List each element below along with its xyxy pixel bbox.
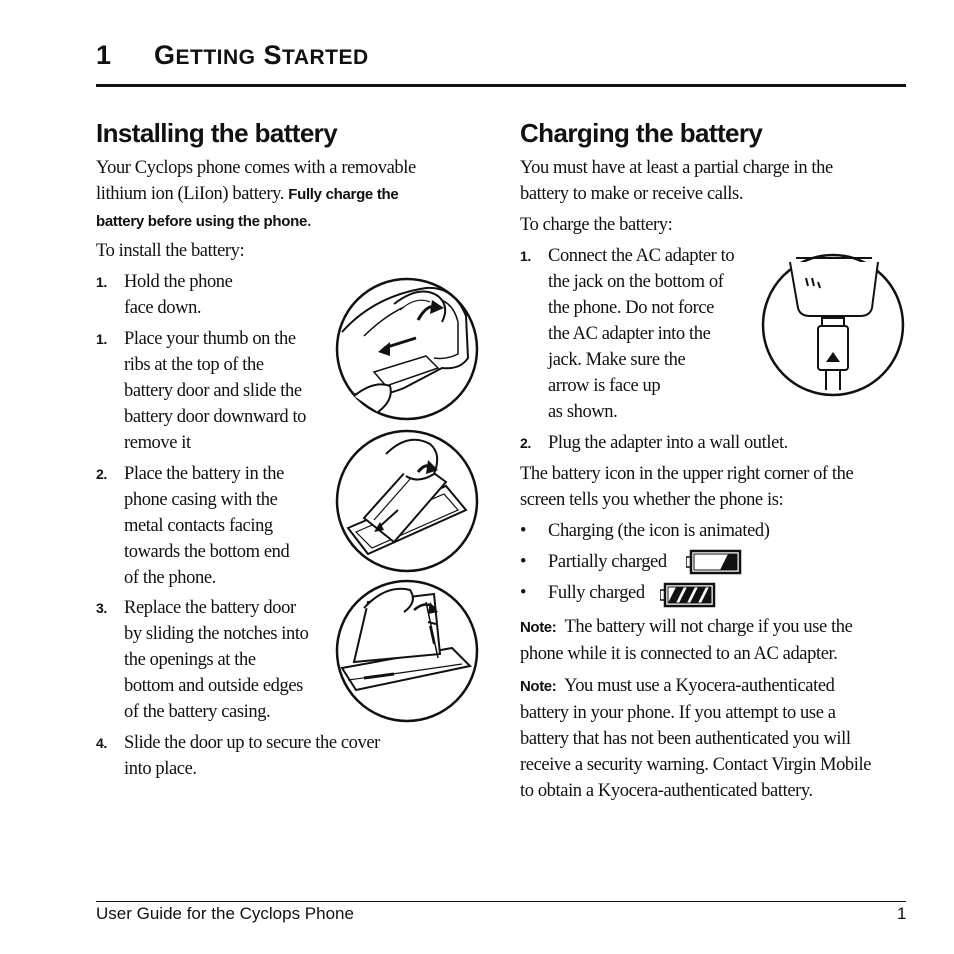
- step-line: of the battery casing.: [124, 702, 271, 722]
- step-line: Slide the door up to secure the cover: [124, 733, 380, 753]
- charge-intro-line: You must have at least a partial charge in the: [520, 158, 833, 178]
- bullet-mark: •: [520, 552, 527, 572]
- chapter-title-s: S: [263, 40, 283, 70]
- bullet-text: Partially charged: [548, 552, 667, 572]
- step-line: towards the bottom end: [124, 542, 290, 562]
- ac-adapter-illustration: [760, 252, 906, 398]
- heading-installing: Installing the battery: [96, 118, 338, 148]
- charge-intro: [520, 155, 833, 207]
- bullet-mark: •: [520, 521, 527, 541]
- step-line: jack. Make sure the: [548, 350, 686, 370]
- step-line: of the phone.: [124, 568, 216, 588]
- note-2-line1: [520, 673, 871, 700]
- bullet-partial: [520, 549, 667, 575]
- note-2: [520, 673, 871, 804]
- step-line: by sliding the notches into: [124, 624, 309, 644]
- install-intro-line3: [96, 208, 466, 235]
- note-text: phone while it is connected to an AC adapter.: [520, 644, 838, 664]
- step-line: Place the battery in the: [124, 464, 284, 484]
- step-line: as shown.: [548, 402, 618, 422]
- battery-icon-line: screen tells you whether the phone is:: [520, 490, 784, 510]
- step-line: face down.: [124, 298, 202, 318]
- chapter-number: 1: [96, 40, 112, 70]
- step-line: phone casing with the: [124, 490, 278, 510]
- bullet-charging: [520, 518, 770, 544]
- step-line: the phone. Do not force: [548, 298, 714, 318]
- step-line: Plug the adapter into a wall outlet.: [548, 433, 788, 453]
- battery-icon-text: [520, 461, 853, 513]
- bullet-text: Fully charged: [548, 583, 645, 603]
- install-step-c: [96, 461, 290, 591]
- step-number: 1.: [520, 248, 531, 264]
- step-number: 2.: [96, 466, 107, 482]
- charge-lead: To charge the battery:: [520, 215, 673, 235]
- step-number: 3.: [96, 600, 107, 616]
- chapter-title: [96, 40, 369, 71]
- chapter-title-tarted: TARTED: [282, 46, 369, 69]
- step-line: arrow is face up: [548, 376, 661, 396]
- charge-step-2: [520, 430, 788, 456]
- note-text: You must use a Kyocera-authenticated: [564, 676, 835, 696]
- top-rule: [96, 84, 906, 87]
- install-step-d: [96, 595, 309, 725]
- install-intro-bold1: Fully charge the: [288, 186, 399, 203]
- step-line: remove it: [124, 433, 191, 453]
- step-number: 1.: [96, 331, 107, 347]
- step-number: 4.: [96, 735, 107, 751]
- replace-door-illustration: [334, 578, 480, 724]
- chapter-title-etting: ETTING: [175, 46, 256, 69]
- charge-intro-line: battery to make or receive calls.: [520, 184, 744, 204]
- note-text: battery that has not been authenticated you will: [520, 729, 851, 749]
- install-lead: To install the battery:: [96, 241, 245, 261]
- step-line: the AC adapter into the: [548, 324, 711, 344]
- install-step-e: [96, 730, 380, 782]
- footer-title: User Guide for the Cyclops Phone: [96, 904, 354, 923]
- charge-step-1: [520, 243, 735, 425]
- full-battery-icon: [660, 582, 716, 608]
- bullet-full: [520, 580, 645, 606]
- step-line: Connect the AC adapter to: [548, 246, 735, 266]
- bullet-text: Charging (the icon is animated): [548, 521, 770, 541]
- chapter-title-g: G: [154, 40, 176, 70]
- install-intro-line1: Your Cyclops phone comes with a removable: [96, 158, 416, 178]
- install-intro-text: lithium ion (LiIon) battery.: [96, 184, 284, 204]
- note-text: battery in your phone. If you attempt to use a: [520, 703, 836, 723]
- note-text: The battery will not charge if you use the: [564, 617, 853, 637]
- step-line: bottom and outside edges: [124, 676, 303, 696]
- step-line: ribs at the top of the: [124, 355, 264, 375]
- heading-charging: Charging the battery: [520, 118, 763, 148]
- step-line: battery door downward to: [124, 407, 307, 427]
- note-1-line1: [520, 614, 852, 641]
- install-intro-line2: [96, 181, 466, 208]
- install-step-a: [96, 269, 233, 321]
- install-step-b: [96, 326, 307, 456]
- note-1: [520, 614, 852, 667]
- note-text: receive a security warning. Contact Virgin Mobile: [520, 755, 872, 775]
- bullet-mark: •: [520, 583, 527, 603]
- partial-battery-icon: [686, 549, 742, 575]
- step-line: the jack on the bottom of: [548, 272, 724, 292]
- footer-rule: [96, 901, 906, 902]
- install-intro-bold2: battery before using the phone: [96, 213, 308, 230]
- step-number: 2.: [520, 435, 531, 451]
- note-text: to obtain a Kyocera-authenticated battery.: [520, 781, 813, 801]
- step-line: Replace the battery door: [124, 598, 296, 618]
- battery-icon-line: The battery icon in the upper right corner of the: [520, 464, 854, 484]
- step-line: battery door and slide the: [124, 381, 302, 401]
- page-number: 1: [897, 904, 907, 923]
- install-intro: [96, 155, 466, 235]
- note-label: Note:: [520, 678, 557, 695]
- step-line: Place your thumb on the: [124, 329, 296, 349]
- step-line: Hold the phone: [124, 272, 233, 292]
- step-line: into place.: [124, 759, 197, 779]
- install-intro-end: .: [307, 211, 312, 231]
- step-line: metal contacts facing: [124, 516, 273, 536]
- note-label: Note:: [520, 619, 557, 636]
- step-line: the openings at the: [124, 650, 256, 670]
- remove-door-illustration: [334, 276, 480, 422]
- insert-battery-illustration: [334, 428, 480, 574]
- step-number: 1.: [96, 274, 107, 290]
